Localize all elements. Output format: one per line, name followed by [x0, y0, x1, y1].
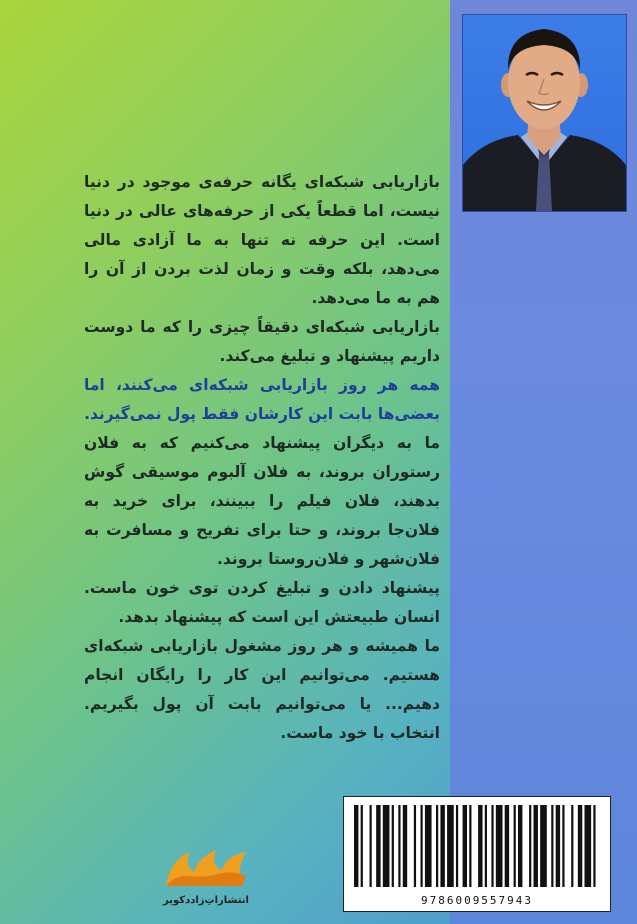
author-photo — [462, 14, 627, 212]
barcode-bar — [456, 805, 458, 887]
barcode-bar — [425, 805, 432, 887]
paragraph-1: بازاریابی شبکه‌ای یگانه حرفه‌ی موجود در دنیا نیست، اما قطعاً یکی از حرفه‌های عالی در دنیا است. این حرفه نه تنها به ما آزادی مالی می‌دهد، بلکه وقت و زمان لذت بردن از آن را هم به ما می‌دهد. — [84, 173, 440, 307]
barcode-bar — [571, 805, 573, 887]
barcode-bar — [392, 805, 394, 887]
barcode-bar — [496, 805, 503, 887]
paragraph-5: پیشنهاد دادن و تبلیغ کردن توی خون ماست. انسان طبیعتش این است که پیشنهاد بدهد. — [84, 579, 440, 626]
barcode-bar — [505, 805, 509, 887]
barcode-bar — [354, 805, 358, 887]
barcode-bar — [440, 805, 444, 887]
barcode-bar — [398, 805, 400, 887]
highlighted-paragraph: همه هر روز بازاریابی شبکه‌ای می‌کنند، اما بعضی‌ها بابت این کارشان فقط پول نمی‌گیرند. — [84, 376, 440, 423]
paragraph-2: بازاریابی شبکه‌ای دقیقاً چیزی را که ما دوست داریم پیشنهاد و تبلیغ می‌کند. — [84, 318, 440, 365]
barcode-number: 9786009557943 — [420, 894, 534, 907]
barcode-bar — [361, 805, 363, 887]
barcode-bar — [551, 805, 553, 887]
publisher-logo — [160, 846, 252, 906]
barcode-bar — [584, 805, 591, 887]
barcode-bar — [376, 805, 380, 887]
barcode-bar — [514, 805, 516, 887]
barcode-bar — [485, 805, 487, 887]
barcode-bar — [447, 805, 454, 887]
barcode-bars — [354, 805, 600, 887]
publisher-flame-logo-icon — [160, 846, 252, 890]
author-portrait-icon — [463, 15, 626, 211]
barcode-bar — [463, 805, 467, 887]
barcode-bar — [578, 805, 582, 887]
barcode-bar — [420, 805, 422, 887]
barcode-bar — [529, 805, 531, 887]
barcode-bar — [436, 805, 438, 887]
paragraph-6: ما همیشه و هر روز مشغول بازاریابی شبکه‌ای هستیم. می‌توانیم این کار را رایگان انجام دهیم... یا می‌توانیم بابت آن پول بگیریم. انتخاب با خود ماست. — [84, 637, 440, 742]
paragraph-4: ما به دیگران پیشنهاد می‌کنیم که به فلان رستوران بروند، به فلان آلبوم موسیقی گوش بدهند، فلان فیلم را ببینند، برای خرید به فلان‌جا بروند، و حتا برای تفریح و مسافرت به فلان‌شهر و فلان‌روستا بروند. — [84, 434, 440, 568]
barcode-bar — [478, 805, 482, 887]
barcode-bar — [383, 805, 390, 887]
barcode-bar — [491, 805, 493, 887]
barcode-bar — [469, 805, 471, 887]
barcode-bar — [403, 805, 407, 887]
barcode-bar — [593, 805, 595, 887]
barcode-bar — [370, 805, 372, 887]
barcode-bar — [562, 805, 564, 887]
barcode-bar — [556, 805, 560, 887]
barcode-bar — [534, 805, 538, 887]
publisher-name: انتشارات‌ِزاددکویر — [163, 895, 249, 906]
barcode-bar — [414, 805, 416, 887]
barcode-bar — [540, 805, 547, 887]
isbn-barcode — [343, 796, 611, 912]
barcode-bar — [518, 805, 522, 887]
back-cover-text — [84, 168, 440, 748]
